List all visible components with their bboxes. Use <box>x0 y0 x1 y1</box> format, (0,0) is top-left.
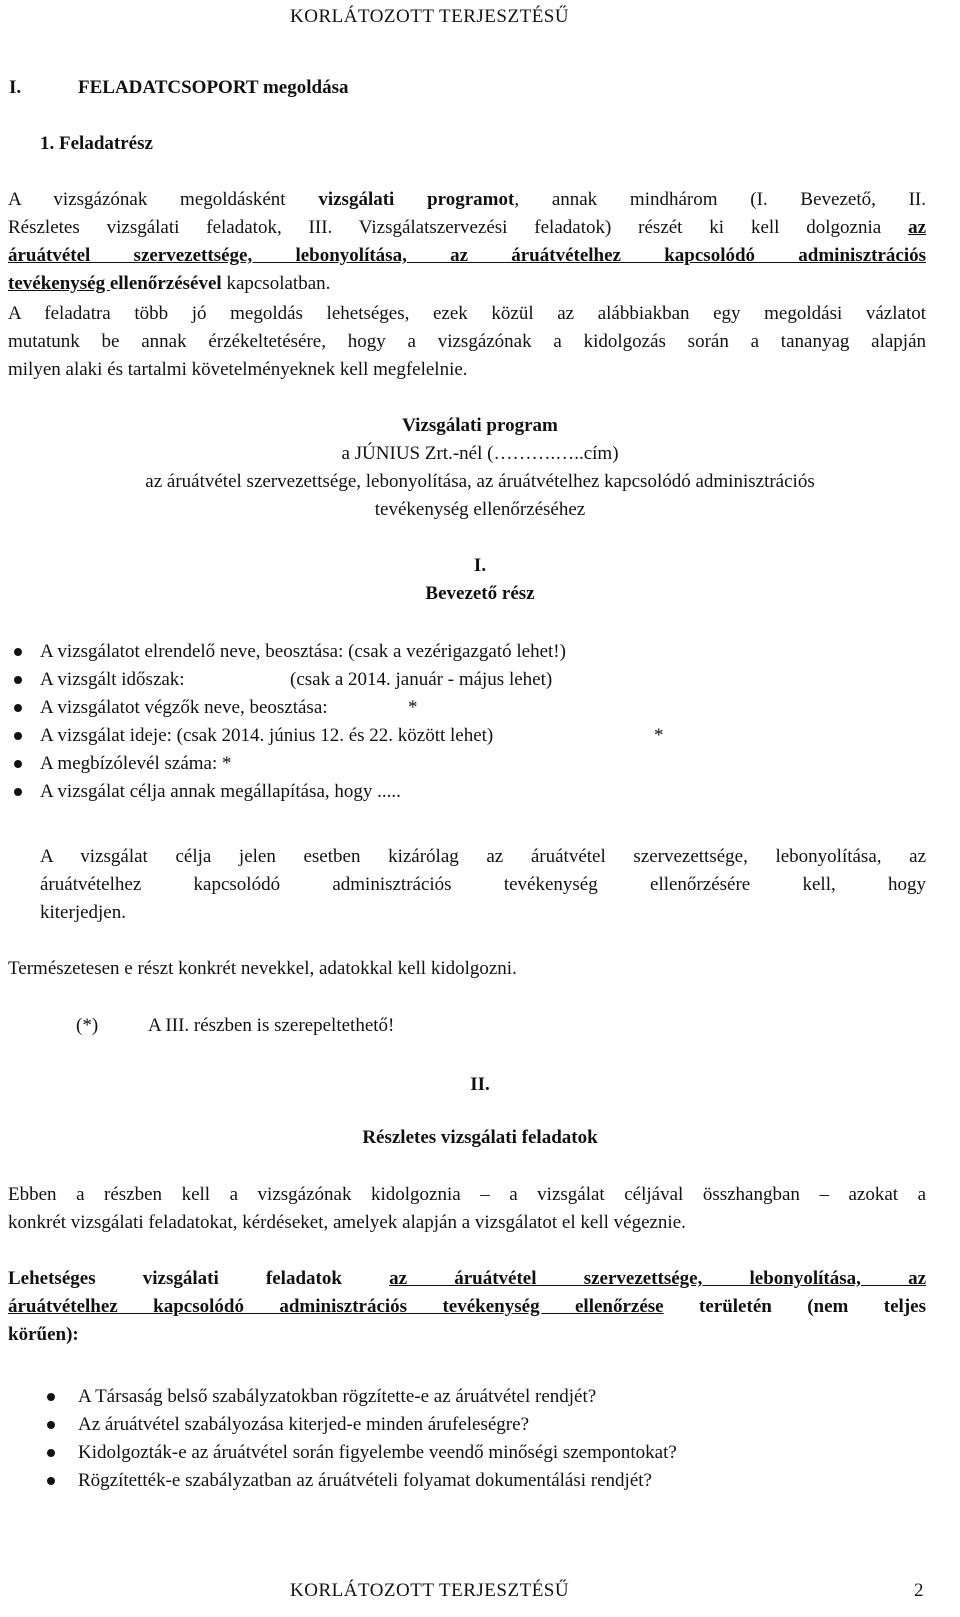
section-number: I. <box>9 77 22 98</box>
purpose-line-2: áruátvételhez kapcsolódó adminisztrációs tevékenység ellenőrzésére kell, hogy <box>40 874 926 895</box>
intro-line-1: A vizsgázónak megoldásként vizsgálati programot, annak mindhárom (I. Bevezető, II. <box>8 189 926 210</box>
tasks-heading-line-3: körűen): <box>8 1324 79 1345</box>
bullet-dot <box>47 1477 55 1485</box>
program-company: a JÚNIUS Zrt.-nél (……….…..cím) <box>341 443 619 464</box>
part2-title: Részletes vizsgálati feladatok <box>362 1127 598 1148</box>
list-item: A vizsgálat célja annak megállapítása, hogy ..... <box>40 781 401 802</box>
list-item: A vizsgálatot elrendelő neve, beosztása: (csak a vezérigazgató lehet!) <box>40 641 566 662</box>
header-classification: KORLÁTOZOTT TERJESZTÉSŰ <box>290 6 570 27</box>
part1-number: I. <box>473 555 487 576</box>
page-number: 2 <box>914 1580 924 1601</box>
para2-line-3: milyen alaki és tartalmi követelményeknek kell megfelelnie. <box>8 359 468 380</box>
bullet-dot <box>14 788 22 796</box>
bullet-dot <box>47 1393 55 1401</box>
para2-line-1: A feladatra több jó megoldás lehetséges, ezek közül az alábbiakban egy megoldási vázlatot <box>8 303 926 324</box>
bullet-dot <box>47 1449 55 1457</box>
program-subject-1: az áruátvétel szervezettsége, lebonyolítása, az áruátvételhez kapcsolódó adminisztrációs <box>145 471 815 492</box>
bullet-dot <box>14 676 22 684</box>
purpose-line-1: A vizsgálat célja jelen esetben kizárólag az áruátvétel szervezettsége, lebonyolítása, az <box>40 846 926 867</box>
list-item: Rögzítették-e szabályzatban az áruátvételi folyamat dokumentálási rendjét? <box>78 1470 652 1491</box>
list-item-asterisk: * <box>654 725 664 746</box>
bullet-dot <box>47 1421 55 1429</box>
program-subject-2: tevékenység ellenőrzéséhez <box>374 499 586 520</box>
tasks-heading-line-2: áruátvételhez kapcsolódó adminisztrációs tevékenység ellenőrzése területén (nem teljes <box>8 1296 926 1317</box>
list-item-value: (csak a 2014. január - május lehet) <box>290 669 553 690</box>
intro-line-3: áruátvétel szervezettsége, lebonyolítása, az áruátvételhez kapcsolódó adminisztrációs <box>8 245 926 266</box>
tasks-heading-line-1: Lehetséges vizsgálati feladatok az áruátvétel szervezettsége, lebonyolítása, az <box>8 1268 927 1289</box>
list-item: Kidolgozták-e az áruátvétel során figyelembe veendő minőségi szempontokat? <box>78 1442 677 1463</box>
para3-line-2: konkrét vizsgálati feladatokat, kérdéseket, amelyek alapján a vizsgálatot el kell végeznie. <box>8 1212 686 1233</box>
part1-title: Bevezető rész <box>425 583 535 604</box>
bullet-dot <box>14 760 22 768</box>
list-item: A Társaság belső szabályzatokban rögzítette-e az áruátvétel rendjét? <box>78 1386 597 1407</box>
natural-note: Természetesen e részt konkrét nevekkel, adatokkal kell kidolgozni. <box>8 958 517 979</box>
footnote-mark: (*) <box>76 1015 99 1036</box>
program-title: Vizsgálati program <box>402 415 558 436</box>
footer-classification: KORLÁTOZOTT TERJESZTÉSŰ <box>290 1580 570 1601</box>
intro-line-2: Részletes vizsgálati feladatok, III. Vizsgálatszervezési feladatok) részét ki kell dolgoznia az <box>8 217 926 238</box>
part-heading: 1. Feladatrész <box>40 133 153 154</box>
section-title: FELADATCSOPORT megoldása <box>78 77 349 98</box>
list-item: A megbízólevél száma: * <box>40 753 232 774</box>
list-item: A vizsgálat ideje: (csak 2014. június 12. és 22. között lehet) <box>40 725 494 746</box>
list-item: A vizsgált időszak: <box>40 669 185 690</box>
list-item: Az áruátvétel szabályozása kiterjed-e minden árufeleségre? <box>78 1414 529 1435</box>
para3-line-1: Ebben a részben kell a vizsgázónak kidolgoznia – a vizsgálat céljával összhangban – azokat a <box>8 1184 926 1205</box>
intro-line-4: tevékenység ellenőrzésével kapcsolatban. <box>8 273 331 294</box>
footnote-text: A III. részben is szerepeltethető! <box>148 1015 395 1036</box>
purpose-line-3: kiterjedjen. <box>40 902 126 923</box>
list-item-asterisk: * <box>408 697 418 718</box>
list-item: A vizsgálatot végzők neve, beosztása: <box>40 697 328 718</box>
para2-line-2: mutatunk be annak érzékeltetésére, hogy a vizsgázónak a kidolgozás során a tananyag alapján <box>8 331 926 352</box>
bullet-dot <box>14 732 22 740</box>
bullet-dot <box>14 704 22 712</box>
bullet-dot <box>14 648 22 656</box>
part2-number: II. <box>470 1074 490 1095</box>
